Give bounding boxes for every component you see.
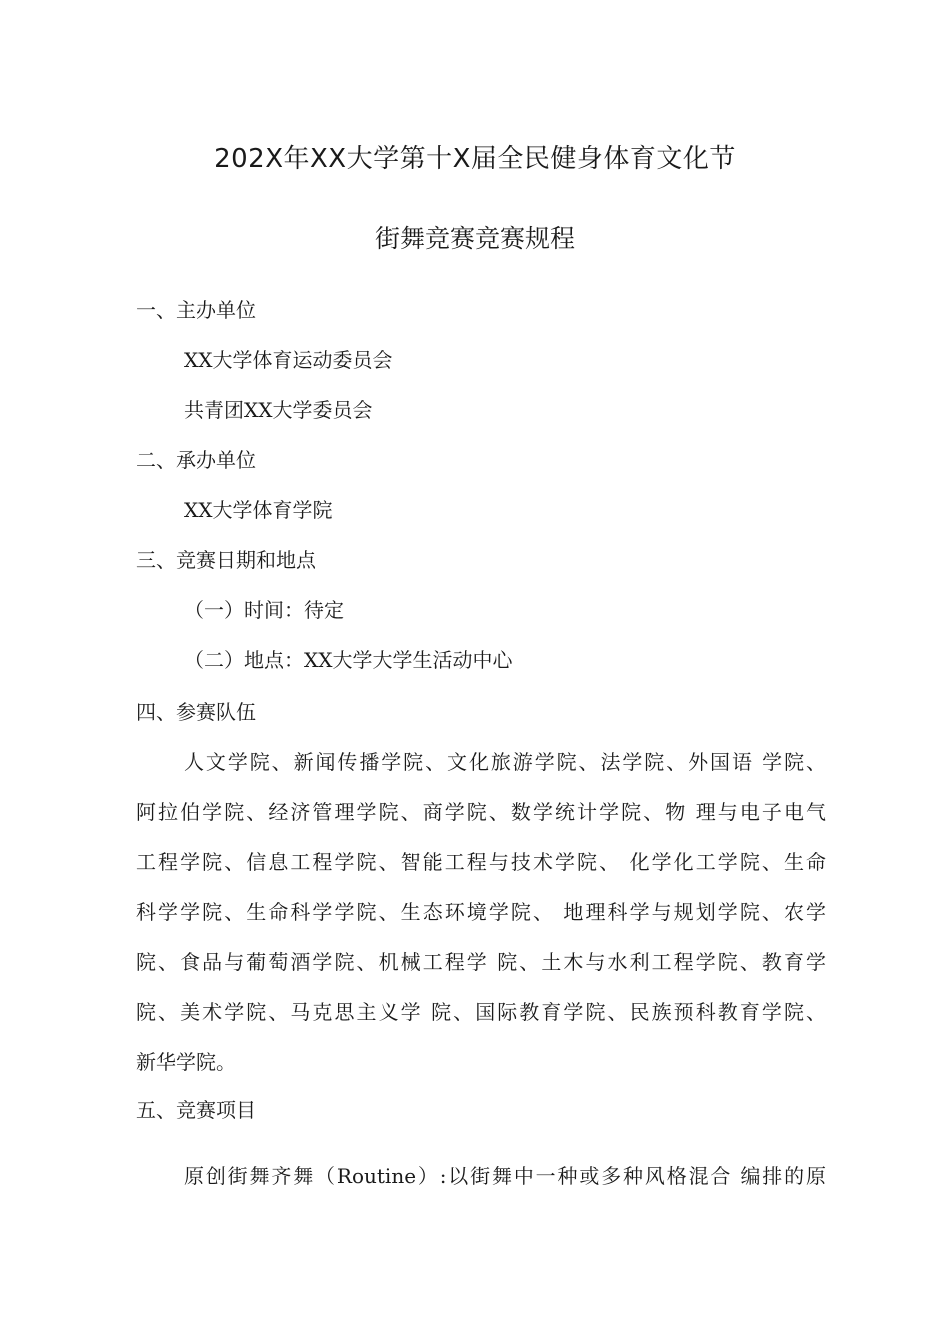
paragraph-line: 原创街舞齐舞（Routine）:以街舞中一种或多种风格混合 编排的原 bbox=[184, 1164, 826, 1188]
host-item: XX大学体育学院 bbox=[184, 498, 333, 522]
paragraph-line: 人文学院、新闻传播学院、文化旅游学院、法学院、外国语 学院、 bbox=[184, 750, 826, 774]
paragraph-line: 院、美术学院、马克思主义学 院、国际教育学院、民族预科教育学院、 bbox=[136, 1000, 826, 1024]
section-heading-organizer: 一、主办单位 bbox=[136, 298, 256, 322]
organizer-item: XX大学体育运动委员会 bbox=[184, 348, 393, 372]
venue-item: （二）地点：XX大学大学生活动中心 bbox=[184, 648, 513, 672]
organizer-item: 共青团XX大学委员会 bbox=[184, 398, 373, 422]
paragraph-line: 科学学院、生命科学学院、生态环境学院、 地理科学与规划学院、农学 bbox=[136, 900, 826, 924]
teams-paragraph bbox=[136, 737, 826, 1087]
section-heading-host: 二、承办单位 bbox=[136, 448, 256, 472]
document-subtitle: 街舞竞赛竞赛规程 bbox=[374, 224, 575, 253]
paragraph-line: 工程学院、信息工程学院、智能工程与技术学院、 化学化工学院、生命 bbox=[136, 850, 826, 874]
date-item: （一）时间：待定 bbox=[184, 598, 344, 622]
paragraph-line: 院、食品与葡萄酒学院、机械工程学 院、土木与水利工程学院、教育学 bbox=[136, 950, 826, 974]
paragraph-line: 新华学院。 bbox=[136, 1050, 236, 1074]
section-heading-events: 五、竞赛项目 bbox=[136, 1098, 256, 1122]
document-title: 202X年XX大学第十X届全民健身体育文化节 bbox=[214, 144, 736, 174]
section-heading-teams: 四、参赛队伍 bbox=[136, 700, 256, 724]
section-heading-date-venue: 三、竞赛日期和地点 bbox=[136, 548, 316, 572]
events-paragraph bbox=[136, 1151, 826, 1201]
paragraph-line: 阿拉伯学院、经济管理学院、商学院、数学统计学院、物 理与电子电气 bbox=[136, 800, 826, 824]
